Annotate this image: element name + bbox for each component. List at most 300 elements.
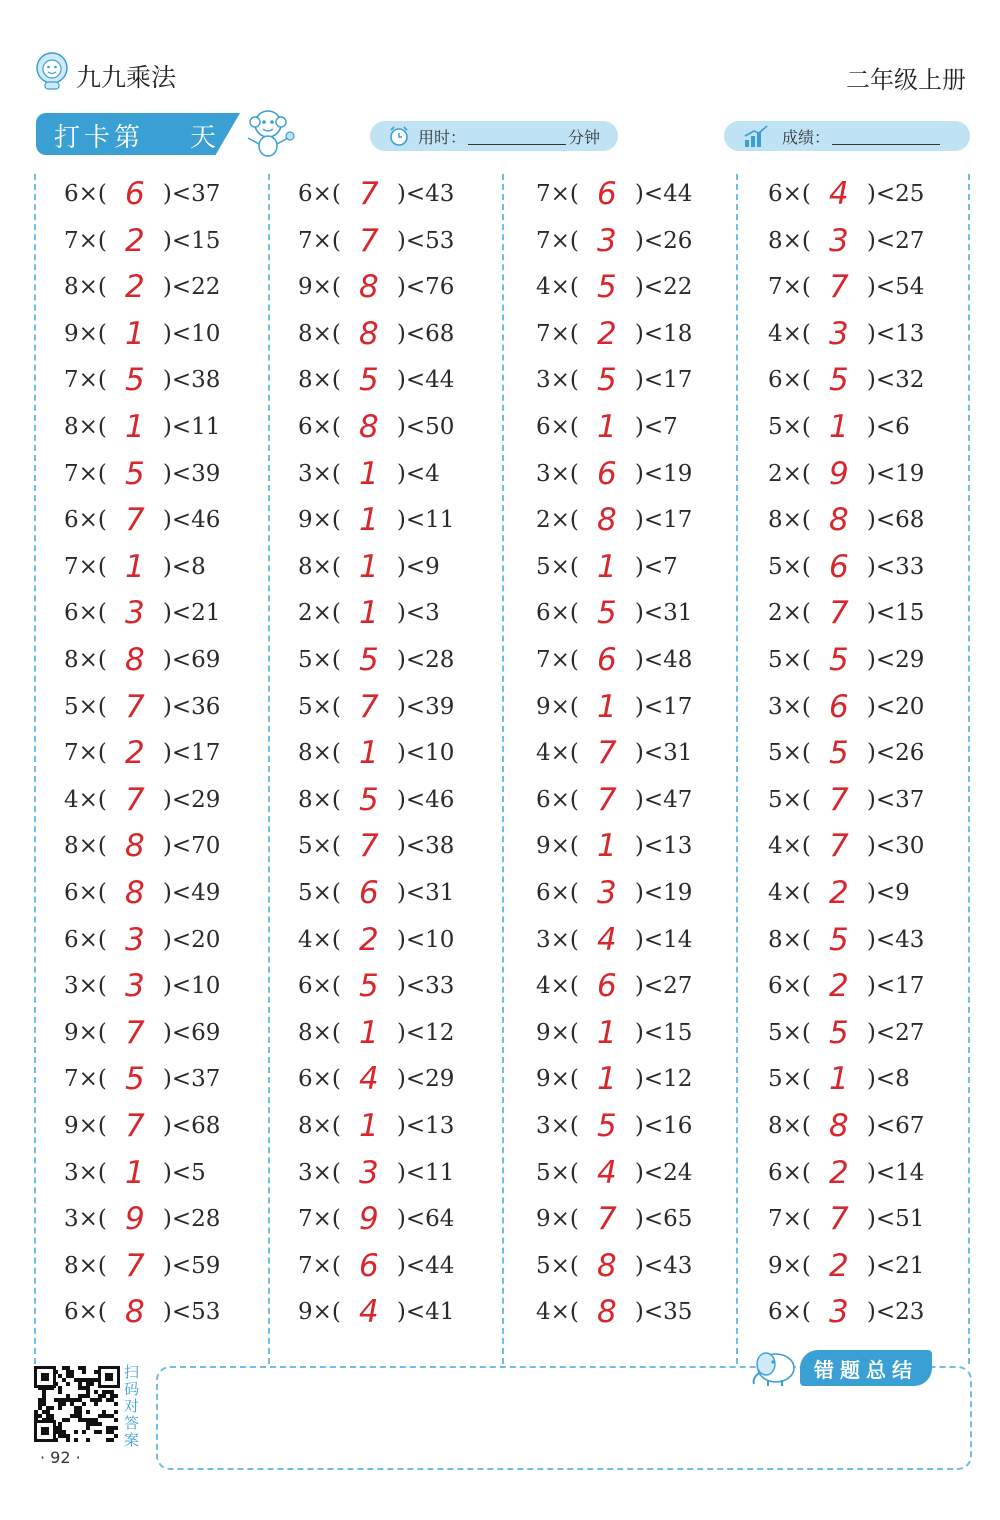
handwritten-answer[interactable]: 8 xyxy=(359,269,379,306)
exercise-factor: 5×( xyxy=(768,1066,811,1093)
exercise-bound: )<48 xyxy=(634,647,693,673)
exercise-bound: )<19 xyxy=(866,460,925,487)
handwritten-answer[interactable]: 8 xyxy=(597,1294,617,1331)
exercise-factor: 5×( xyxy=(298,833,341,860)
handwritten-answer[interactable]: 8 xyxy=(125,1294,145,1331)
handwritten-answer[interactable]: 5 xyxy=(829,1014,849,1051)
exercise-bound: )<26 xyxy=(634,227,693,254)
handwritten-answer[interactable]: 1 xyxy=(359,455,379,492)
exercise-row xyxy=(298,1292,454,1332)
exercise-bound: )<29 xyxy=(866,647,925,673)
handwritten-answer[interactable]: 5 xyxy=(359,642,379,678)
lion-logo-icon xyxy=(34,50,70,90)
handwritten-answer[interactable]: 1 xyxy=(829,1061,849,1098)
exercise-factor: 7×( xyxy=(64,553,107,580)
handwritten-answer[interactable]: 2 xyxy=(125,735,145,772)
exercise-factor: 6×( xyxy=(768,1299,811,1326)
exercise-bound: )<24 xyxy=(634,1159,693,1186)
exercise-bound: )<17 xyxy=(634,693,693,720)
qr-code-icon[interactable] xyxy=(34,1366,120,1442)
exercise-factor: 8×( xyxy=(298,367,341,394)
handwritten-answer[interactable]: 6 xyxy=(597,968,617,1005)
exercise-row xyxy=(536,826,692,866)
exercise-bound: )<11 xyxy=(396,507,455,534)
exercise-row xyxy=(768,1292,924,1332)
handwritten-answer[interactable]: 5 xyxy=(125,1061,145,1098)
handwritten-answer[interactable]: 9 xyxy=(125,1201,145,1238)
exercise-factor: 4×( xyxy=(64,786,107,813)
exercise-bound: )<59 xyxy=(162,1252,221,1279)
exercise-factor: 3×( xyxy=(298,460,341,487)
exercise-bound: )<10 xyxy=(162,320,221,347)
exercise-factor: 8×( xyxy=(298,740,341,767)
exercise-row xyxy=(768,360,924,400)
column-divider xyxy=(502,174,504,1364)
handwritten-answer[interactable]: 8 xyxy=(359,315,379,352)
exercise-row xyxy=(768,593,924,633)
exercise-factor: 9×( xyxy=(536,1019,579,1046)
handwritten-answer[interactable]: 4 xyxy=(597,921,617,958)
exercise-bound: )<27 xyxy=(866,227,925,254)
exercise-row xyxy=(64,593,220,633)
exercise-factor: 9×( xyxy=(64,1019,107,1046)
exercise-factor: 9×( xyxy=(64,320,107,347)
exercise-bound: )<12 xyxy=(634,1066,693,1093)
handwritten-answer[interactable]: 1 xyxy=(597,828,617,865)
exercise-bound: )<49 xyxy=(162,880,221,906)
scan-for-answers-label xyxy=(124,1364,144,1449)
exercise-row xyxy=(64,966,220,1006)
exercise-row xyxy=(536,640,692,680)
handwritten-answer[interactable]: 8 xyxy=(125,828,145,865)
handwritten-answer[interactable]: 1 xyxy=(597,688,617,725)
exercise-factor: 4×( xyxy=(768,880,811,906)
exercise-factor: 8×( xyxy=(768,1113,811,1139)
exercise-factor: 7×( xyxy=(298,1252,341,1279)
exercise-row xyxy=(536,780,692,820)
handwritten-answer[interactable]: 7 xyxy=(125,781,145,818)
handwritten-answer[interactable]: 2 xyxy=(597,315,617,352)
handwritten-answer[interactable]: 1 xyxy=(597,1061,617,1098)
scan-char: 码 xyxy=(124,1380,140,1398)
exercise-factor: 4×( xyxy=(536,740,579,767)
monkey-mascot-icon xyxy=(238,104,298,160)
handwritten-answer[interactable]: 6 xyxy=(829,688,849,725)
elephant-mascot-icon xyxy=(746,1344,802,1388)
exercise-row xyxy=(298,966,454,1006)
handwritten-answer[interactable]: 8 xyxy=(125,642,145,678)
exercise-row xyxy=(768,920,924,960)
handwritten-answer[interactable]: 7 xyxy=(125,1247,145,1284)
handwritten-answer[interactable]: 1 xyxy=(125,315,145,352)
exercise-bound: )<21 xyxy=(162,600,221,627)
exercise-bound: )<18 xyxy=(634,320,693,347)
exercise-factor: 7×( xyxy=(298,227,341,254)
exercise-row xyxy=(536,500,692,540)
exercise-row xyxy=(768,1246,924,1286)
exercise-row xyxy=(298,1106,454,1146)
exercise-row xyxy=(768,1106,924,1146)
handwritten-answer[interactable]: 5 xyxy=(829,921,849,958)
handwritten-answer[interactable]: 6 xyxy=(829,548,849,585)
handwritten-answer[interactable]: 3 xyxy=(125,921,145,958)
exercise-row xyxy=(64,733,220,773)
exercise-row xyxy=(536,873,692,913)
exercise-bound: )<64 xyxy=(396,1206,455,1233)
exercise-factor: 3×( xyxy=(536,367,579,394)
handwritten-answer[interactable]: 1 xyxy=(125,409,145,445)
exercise-factor: 8×( xyxy=(64,1252,107,1279)
handwritten-answer[interactable]: 5 xyxy=(597,595,617,632)
handwritten-answer[interactable]: 4 xyxy=(359,1061,379,1098)
exercise-factor: 5×( xyxy=(536,1159,579,1186)
book-title: 九九乘法 xyxy=(76,63,177,92)
exercise-factor: 5×( xyxy=(768,740,811,767)
exercise-row xyxy=(768,1153,924,1193)
exercise-bound: )<70 xyxy=(162,833,221,860)
exercise-bound: )<27 xyxy=(866,1019,925,1046)
handwritten-answer[interactable]: 7 xyxy=(829,781,849,818)
exercise-bound: )<53 xyxy=(162,1299,221,1326)
exercise-factor: 7×( xyxy=(64,227,107,254)
exercise-factor: 9×( xyxy=(536,1066,579,1093)
handwritten-answer[interactable]: 1 xyxy=(597,1014,617,1051)
exercise-bound: )<36 xyxy=(162,693,221,720)
exercise-factor: 6×( xyxy=(64,181,107,207)
exercise-factor: 7×( xyxy=(64,740,107,767)
exercise-factor: 8×( xyxy=(298,1113,341,1139)
handwritten-answer[interactable]: 1 xyxy=(125,1154,145,1191)
score-blank[interactable] xyxy=(832,128,940,145)
column-divider xyxy=(736,174,738,1364)
exercise-bound: )<44 xyxy=(634,181,693,207)
exercise-row xyxy=(536,1199,692,1239)
handwritten-answer[interactable]: 8 xyxy=(829,1108,849,1144)
exercise-row xyxy=(536,920,692,960)
exercise-factor: 4×( xyxy=(768,833,811,860)
exercise-bound: )<13 xyxy=(396,1113,455,1139)
exercise-row xyxy=(64,1292,220,1332)
handwritten-answer[interactable]: 3 xyxy=(597,875,617,911)
handwritten-answer[interactable]: 2 xyxy=(359,921,379,958)
column-divider xyxy=(268,174,270,1364)
handwritten-answer[interactable]: 5 xyxy=(125,455,145,492)
exercise-row xyxy=(768,314,924,354)
exercise-factor: 4×( xyxy=(536,973,579,1000)
exercise-bound: )<67 xyxy=(866,1113,925,1139)
handwritten-answer[interactable]: 6 xyxy=(597,642,617,678)
exercise-row xyxy=(64,267,220,307)
exercise-row xyxy=(298,826,454,866)
exercise-bound: )<3 xyxy=(396,600,440,627)
time-blank[interactable] xyxy=(468,128,566,145)
exercise-row xyxy=(64,221,220,261)
exercise-factor: 6×( xyxy=(64,1299,107,1326)
handwritten-answer[interactable]: 5 xyxy=(829,642,849,678)
exercise-row xyxy=(536,314,692,354)
exercise-factor: 8×( xyxy=(64,833,107,860)
handwritten-answer[interactable]: 1 xyxy=(597,409,617,445)
exercise-bound: )<28 xyxy=(162,1206,221,1233)
handwritten-answer[interactable]: 7 xyxy=(359,222,379,259)
exercise-row xyxy=(64,1059,220,1099)
exercise-row xyxy=(64,314,220,354)
exercise-bound: )<19 xyxy=(634,460,693,487)
exercise-row xyxy=(768,687,924,727)
handwritten-answer[interactable]: 2 xyxy=(125,222,145,259)
exercise-factor: 6×( xyxy=(298,973,341,1000)
exercise-bound: )<21 xyxy=(866,1252,925,1279)
exercise-factor: 7×( xyxy=(536,181,579,207)
exercise-factor: 3×( xyxy=(64,1159,107,1186)
handwritten-answer[interactable]: 1 xyxy=(359,1108,379,1144)
exercise-factor: 7×( xyxy=(768,1206,811,1233)
score-field[interactable] xyxy=(724,121,970,151)
handwritten-answer[interactable]: 9 xyxy=(359,1201,379,1238)
handwritten-answer[interactable]: 8 xyxy=(359,409,379,445)
exercise-row xyxy=(768,174,924,214)
handwritten-answer[interactable]: 1 xyxy=(359,735,379,772)
exercise-bound: )<46 xyxy=(396,786,455,813)
exercise-factor: 7×( xyxy=(536,227,579,254)
exercise-bound: )<39 xyxy=(162,460,221,487)
exercise-factor: 9×( xyxy=(536,833,579,860)
exercise-row xyxy=(536,687,692,727)
exercise-bound: )<8 xyxy=(162,553,206,580)
handwritten-answer[interactable]: 8 xyxy=(829,502,849,539)
handwritten-answer[interactable]: 2 xyxy=(125,269,145,306)
handwritten-answer[interactable]: 1 xyxy=(597,548,617,585)
handwritten-answer[interactable]: 2 xyxy=(829,875,849,911)
exercise-factor: 3×( xyxy=(768,693,811,720)
exercise-factor: 6×( xyxy=(64,507,107,534)
handwritten-answer[interactable]: 7 xyxy=(829,269,849,306)
exercise-bound: )<69 xyxy=(162,647,221,673)
exercise-factor: 9×( xyxy=(298,1299,341,1326)
exercise-row xyxy=(298,593,440,633)
exercise-row xyxy=(536,360,692,400)
exercise-bound: )<15 xyxy=(634,1019,693,1046)
exercise-row xyxy=(298,1013,454,1053)
exercise-factor: 6×( xyxy=(298,1066,341,1093)
exercise-bound: )<13 xyxy=(634,833,693,860)
exercise-row xyxy=(768,1199,924,1239)
exercise-bound: )<43 xyxy=(634,1252,693,1279)
exercise-row xyxy=(768,221,924,261)
handwritten-answer[interactable]: 5 xyxy=(829,362,849,399)
exercise-bound: )<22 xyxy=(162,274,221,301)
exercise-bound: )<15 xyxy=(162,227,221,254)
handwritten-answer[interactable]: 4 xyxy=(359,1294,379,1331)
exercise-bound: )<19 xyxy=(634,880,693,906)
chart-growth-icon xyxy=(742,124,772,148)
exercise-factor: 6×( xyxy=(298,181,341,207)
exercise-factor: 6×( xyxy=(768,367,811,394)
handwritten-answer[interactable]: 7 xyxy=(829,828,849,865)
exercise-bound: )<33 xyxy=(396,973,455,1000)
handwritten-answer[interactable]: 1 xyxy=(359,1014,379,1051)
exercise-row xyxy=(536,1153,692,1193)
exercise-factor: 3×( xyxy=(298,1159,341,1186)
exercise-bound: )<43 xyxy=(396,181,455,207)
exercise-row xyxy=(64,920,220,960)
handwritten-answer[interactable]: 5 xyxy=(597,362,617,399)
handwritten-answer[interactable]: 6 xyxy=(597,176,617,212)
exercise-bound: )<25 xyxy=(866,181,925,207)
exercise-row xyxy=(64,1246,220,1286)
exercise-factor: 3×( xyxy=(536,926,579,953)
handwritten-answer[interactable]: 3 xyxy=(829,1294,849,1331)
exercise-bound: )<17 xyxy=(162,740,221,767)
handwritten-answer[interactable]: 7 xyxy=(359,176,379,212)
exercise-bound: )<9 xyxy=(396,553,440,580)
handwritten-answer[interactable]: 1 xyxy=(125,548,145,585)
exercise-bound: )<14 xyxy=(634,926,693,953)
handwritten-answer[interactable]: 5 xyxy=(829,735,849,772)
handwritten-answer[interactable]: 7 xyxy=(125,688,145,725)
exercise-bound: )<29 xyxy=(396,1066,455,1093)
exercise-factor: 7×( xyxy=(536,647,579,673)
exercise-bound: )<30 xyxy=(866,833,925,860)
exercise-factor: 2×( xyxy=(768,460,811,487)
exercise-bound: )<44 xyxy=(396,1252,455,1279)
time-unit: 分钟 xyxy=(568,127,601,147)
column-divider xyxy=(968,174,970,1364)
handwritten-answer[interactable]: 5 xyxy=(359,968,379,1005)
exercise-row xyxy=(536,267,692,307)
handwritten-answer[interactable]: 4 xyxy=(829,176,849,212)
exercise-row xyxy=(64,1013,220,1053)
exercise-row xyxy=(64,687,220,727)
exercise-bound: )<28 xyxy=(396,647,455,673)
handwritten-answer[interactable]: 7 xyxy=(125,1014,145,1051)
exercise-factor: 8×( xyxy=(298,553,341,580)
exercise-factor: 9×( xyxy=(298,507,341,534)
exercise-factor: 3×( xyxy=(536,460,579,487)
handwritten-answer[interactable]: 6 xyxy=(359,875,379,911)
exercise-factor: 3×( xyxy=(64,1206,107,1233)
exercise-bound: )<53 xyxy=(396,227,455,254)
exercise-factor: 3×( xyxy=(536,1113,579,1139)
exercise-bound: )<37 xyxy=(162,181,221,207)
handwritten-answer[interactable]: 2 xyxy=(829,1154,849,1191)
handwritten-answer[interactable]: 2 xyxy=(829,1247,849,1284)
handwritten-answer[interactable]: 1 xyxy=(359,595,379,632)
exercise-row xyxy=(298,267,454,307)
exercise-row xyxy=(536,547,678,587)
handwritten-answer[interactable]: 5 xyxy=(359,362,379,399)
exercise-row xyxy=(768,407,910,447)
exercise-bound: )<22 xyxy=(634,274,693,301)
exercise-row xyxy=(768,780,924,820)
handwritten-answer[interactable]: 5 xyxy=(359,781,379,818)
exercise-factor: 6×( xyxy=(536,600,579,627)
exercise-bound: )<50 xyxy=(396,414,455,440)
exercise-bound: )<6 xyxy=(866,414,910,440)
handwritten-answer[interactable]: 7 xyxy=(125,502,145,539)
handwritten-answer[interactable]: 7 xyxy=(597,735,617,772)
error-summary-label: 错题总结 xyxy=(814,1358,918,1382)
exercise-bound: )<7 xyxy=(634,553,678,580)
exercise-bound: )<17 xyxy=(866,973,925,1000)
exercise-factor: 8×( xyxy=(64,414,107,440)
handwritten-answer[interactable]: 7 xyxy=(359,828,379,865)
handwritten-answer[interactable]: 3 xyxy=(125,968,145,1005)
handwritten-answer[interactable]: 8 xyxy=(125,875,145,911)
exercise-bound: )<68 xyxy=(396,320,455,347)
handwritten-answer[interactable]: 2 xyxy=(829,968,849,1005)
exercise-factor: 5×( xyxy=(298,693,341,720)
handwritten-answer[interactable]: 3 xyxy=(359,1154,379,1191)
exercise-bound: )<23 xyxy=(866,1299,925,1326)
handwritten-answer[interactable]: 1 xyxy=(359,548,379,585)
handwritten-answer[interactable]: 4 xyxy=(597,1154,617,1191)
exercise-factor: 5×( xyxy=(768,786,811,813)
exercise-factor: 9×( xyxy=(536,1206,579,1233)
exercise-bound: )<32 xyxy=(866,367,925,394)
handwritten-answer[interactable]: 8 xyxy=(597,502,617,539)
exercise-factor: 6×( xyxy=(768,181,811,207)
exercise-row xyxy=(298,780,454,820)
handwritten-answer[interactable]: 5 xyxy=(597,1108,617,1144)
handwritten-answer[interactable]: 1 xyxy=(359,502,379,539)
exercise-bound: )<5 xyxy=(162,1159,206,1186)
exercise-bound: )<9 xyxy=(866,880,910,906)
handwritten-answer[interactable]: 7 xyxy=(125,1108,145,1144)
exercise-factor: 8×( xyxy=(298,320,341,347)
time-field[interactable] xyxy=(370,121,618,151)
exercise-row xyxy=(768,500,924,540)
exercise-factor: 9×( xyxy=(768,1252,811,1279)
handwritten-answer[interactable]: 3 xyxy=(597,222,617,259)
exercise-row xyxy=(298,1199,454,1239)
exercise-row xyxy=(536,1013,692,1053)
exercise-row xyxy=(536,407,678,447)
exercise-factor: 7×( xyxy=(64,367,107,394)
exercise-row xyxy=(64,1199,220,1239)
exercise-factor: 7×( xyxy=(298,1206,341,1233)
exercise-bound: )<4 xyxy=(396,460,440,487)
handwritten-answer[interactable]: 8 xyxy=(597,1247,617,1284)
exercise-bound: )<10 xyxy=(396,740,455,767)
exercise-row xyxy=(64,1106,220,1146)
exercise-bound: )<17 xyxy=(634,367,693,394)
handwritten-answer[interactable]: 7 xyxy=(597,781,617,818)
exercise-factor: 9×( xyxy=(64,1113,107,1139)
handwritten-answer[interactable]: 7 xyxy=(359,688,379,725)
handwritten-answer[interactable]: 3 xyxy=(829,315,849,352)
handwritten-answer[interactable]: 5 xyxy=(597,269,617,306)
handwritten-answer[interactable]: 7 xyxy=(829,1201,849,1238)
handwritten-answer[interactable]: 7 xyxy=(829,595,849,632)
exercise-row xyxy=(768,640,924,680)
exercise-factor: 8×( xyxy=(768,507,811,534)
exercise-bound: )<51 xyxy=(866,1206,925,1233)
handwritten-answer[interactable]: 7 xyxy=(597,1201,617,1238)
handwritten-answer[interactable]: 6 xyxy=(359,1247,379,1284)
handwritten-answer[interactable]: 6 xyxy=(597,455,617,492)
handwritten-answer[interactable]: 1 xyxy=(829,409,849,445)
exercise-bound: )<13 xyxy=(866,320,925,347)
handwritten-answer[interactable]: 5 xyxy=(125,362,145,399)
handwritten-answer[interactable]: 6 xyxy=(125,176,145,212)
exercise-row xyxy=(298,360,454,400)
exercise-row xyxy=(298,1153,454,1193)
handwritten-answer[interactable]: 3 xyxy=(829,222,849,259)
handwritten-answer[interactable]: 3 xyxy=(125,595,145,632)
handwritten-answer[interactable]: 9 xyxy=(829,455,849,492)
exercise-factor: 6×( xyxy=(536,786,579,813)
